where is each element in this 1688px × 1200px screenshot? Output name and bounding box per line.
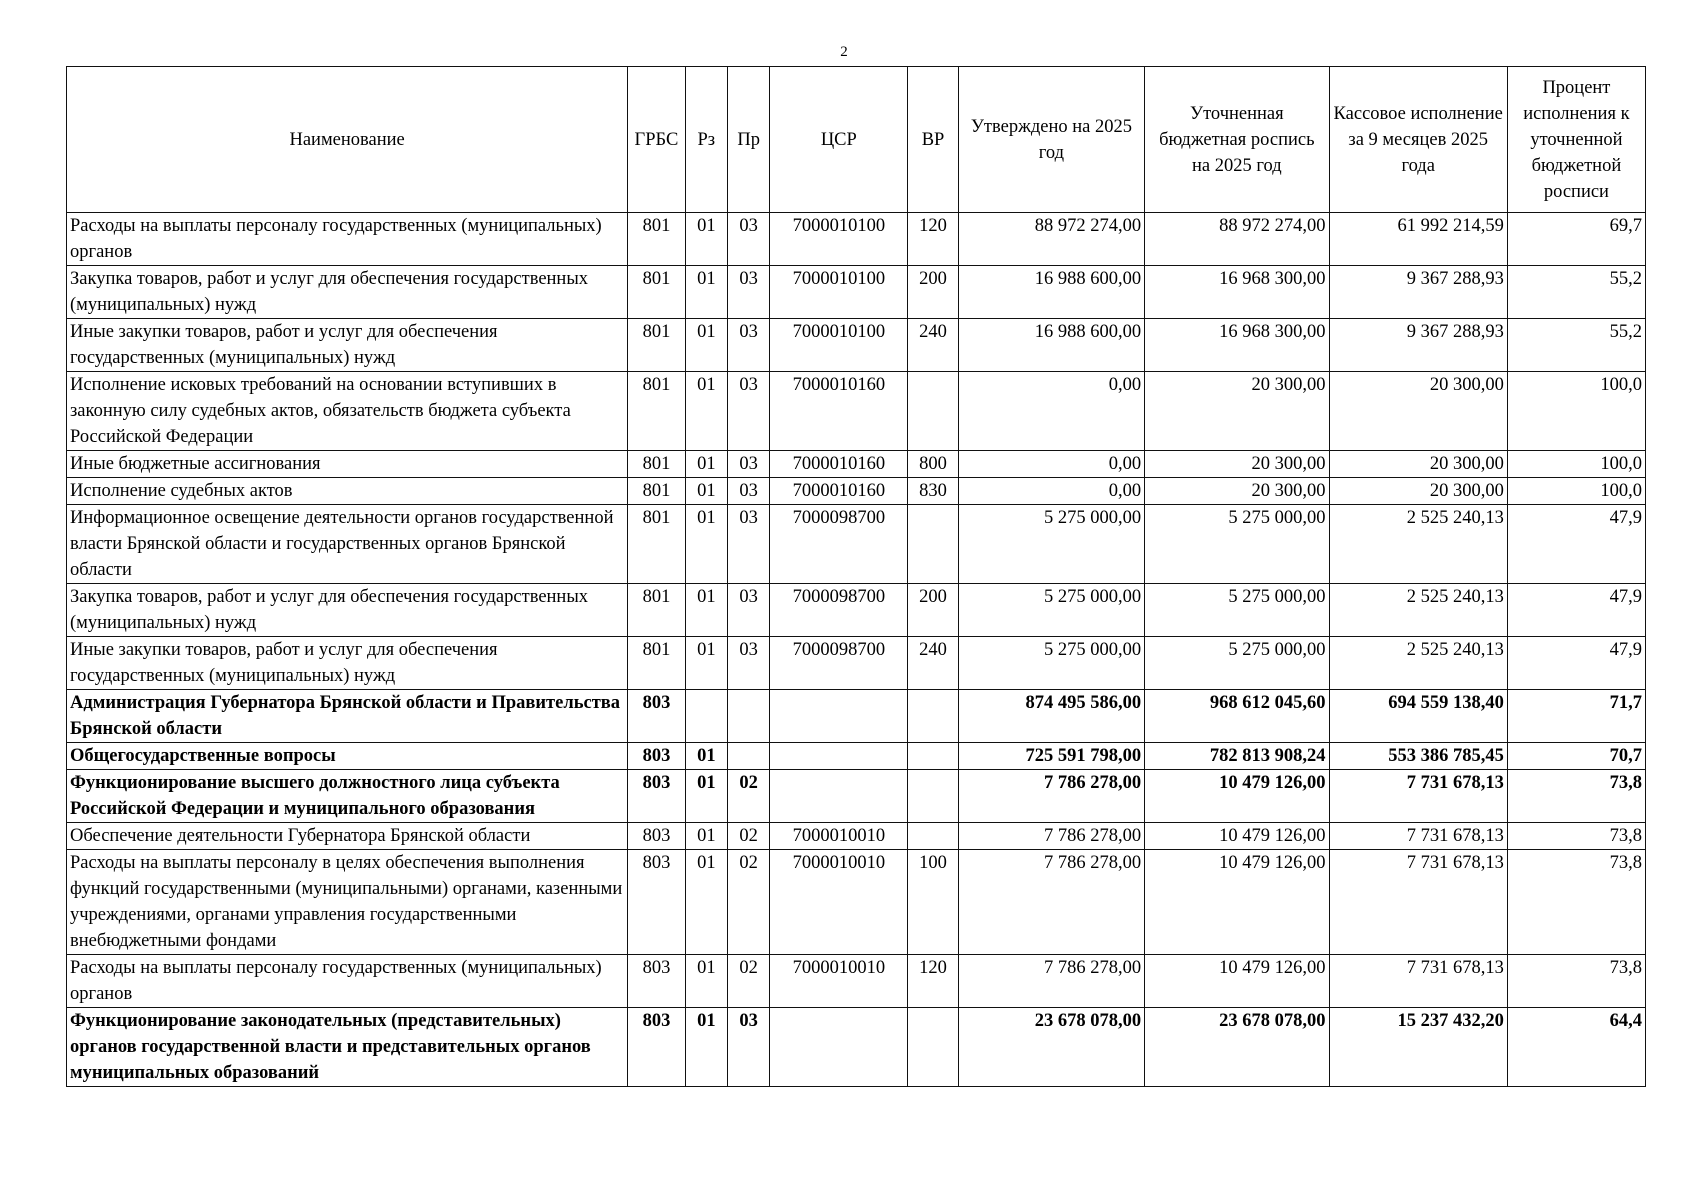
header-approved: Утверждено на 2025 год	[958, 67, 1144, 213]
cell-name: Иные бюджетные ассигнования	[67, 451, 628, 478]
cell-name: Исполнение судебных актов	[67, 478, 628, 505]
cell-pr: 03	[727, 451, 769, 478]
cell-approved: 7 786 278,00	[958, 770, 1144, 823]
cell-vr: 200	[908, 266, 958, 319]
cell-percent: 73,8	[1507, 955, 1645, 1008]
cell-pr	[727, 743, 769, 770]
cell-approved: 16 988 600,00	[958, 319, 1144, 372]
table-row	[67, 319, 1646, 372]
cell-approved: 5 275 000,00	[958, 584, 1144, 637]
header-cash: Кассовое исполнение за 9 месяцев 2025 года	[1329, 67, 1507, 213]
cell-name: Расходы на выплаты персоналу в целях обеспечения выполнения функций государственными (муниципальными) органами, казенными учреждениями, органами управления государственными внебюджетными фондами	[67, 850, 628, 955]
cell-name: Обеспечение деятельности Губернатора Брянской области	[67, 823, 628, 850]
cell-percent: 73,8	[1507, 850, 1645, 955]
cell-name: Исполнение исковых требований на основании вступивших в законную силу судебных актов, обязательств бюджета субъекта Российской Федерации	[67, 372, 628, 451]
cell-grbs: 801	[628, 319, 685, 372]
cell-name: Администрация Губернатора Брянской области и Правительства Брянской области	[67, 690, 628, 743]
cell-name: Расходы на выплаты персоналу государственных (муниципальных) органов	[67, 955, 628, 1008]
header-csr: ЦСР	[770, 67, 908, 213]
cell-approved: 7 786 278,00	[958, 823, 1144, 850]
cell-grbs: 801	[628, 478, 685, 505]
cell-csr	[770, 690, 908, 743]
cell-csr: 7000010160	[770, 372, 908, 451]
cell-csr: 7000010010	[770, 955, 908, 1008]
cell-grbs: 803	[628, 850, 685, 955]
cell-csr: 7000010010	[770, 823, 908, 850]
cell-pr: 03	[727, 372, 769, 451]
table-row	[67, 505, 1646, 584]
table-row	[67, 850, 1646, 955]
budget-execution-table	[66, 66, 1646, 1087]
cell-vr	[908, 1008, 958, 1087]
cell-rz: 01	[685, 823, 727, 850]
cell-approved: 0,00	[958, 451, 1144, 478]
cell-cash: 7 731 678,13	[1329, 955, 1507, 1008]
cell-grbs: 803	[628, 690, 685, 743]
cell-pr: 03	[727, 478, 769, 505]
cell-cash: 7 731 678,13	[1329, 770, 1507, 823]
cell-vr	[908, 372, 958, 451]
cell-cash: 694 559 138,40	[1329, 690, 1507, 743]
cell-name: Функционирование законодательных (представительных) органов государственной власти и представительных органов муниципальных образований	[67, 1008, 628, 1087]
header-vr: ВР	[908, 67, 958, 213]
cell-csr: 7000098700	[770, 584, 908, 637]
cell-refined: 20 300,00	[1145, 451, 1329, 478]
cell-pr	[727, 690, 769, 743]
cell-cash: 2 525 240,13	[1329, 637, 1507, 690]
cell-refined: 5 275 000,00	[1145, 505, 1329, 584]
table-row	[67, 690, 1646, 743]
cell-grbs: 801	[628, 584, 685, 637]
cell-percent: 73,8	[1507, 823, 1645, 850]
table-row	[67, 1008, 1646, 1087]
cell-vr	[908, 690, 958, 743]
table-row	[67, 451, 1646, 478]
cell-approved: 0,00	[958, 478, 1144, 505]
cell-refined: 968 612 045,60	[1145, 690, 1329, 743]
cell-vr: 120	[908, 955, 958, 1008]
cell-refined: 20 300,00	[1145, 372, 1329, 451]
table-row	[67, 213, 1646, 266]
cell-name: Иные закупки товаров, работ и услуг для обеспечения государственных (муниципальных) нужд	[67, 319, 628, 372]
cell-pr: 03	[727, 505, 769, 584]
table-row	[67, 823, 1646, 850]
header-refined: Уточненная бюджетная роспись на 2025 год	[1145, 67, 1329, 213]
cell-pr: 03	[727, 1008, 769, 1087]
cell-percent: 47,9	[1507, 584, 1645, 637]
cell-csr	[770, 743, 908, 770]
cell-csr	[770, 770, 908, 823]
cell-cash: 2 525 240,13	[1329, 505, 1507, 584]
cell-csr	[770, 1008, 908, 1087]
page-number: 2	[840, 44, 848, 60]
cell-cash: 20 300,00	[1329, 478, 1507, 505]
cell-approved: 16 988 600,00	[958, 266, 1144, 319]
cell-percent: 69,7	[1507, 213, 1645, 266]
cell-pr: 03	[727, 584, 769, 637]
cell-grbs: 801	[628, 266, 685, 319]
cell-approved: 874 495 586,00	[958, 690, 1144, 743]
table-row	[67, 372, 1646, 451]
cell-name: Расходы на выплаты персоналу государственных (муниципальных) органов	[67, 213, 628, 266]
cell-percent: 71,7	[1507, 690, 1645, 743]
cell-rz: 01	[685, 637, 727, 690]
cell-percent: 55,2	[1507, 319, 1645, 372]
cell-grbs: 801	[628, 372, 685, 451]
cell-refined: 10 479 126,00	[1145, 770, 1329, 823]
cell-cash: 7 731 678,13	[1329, 850, 1507, 955]
header-percent: Процент исполнения к уточненной бюджетной росписи	[1507, 67, 1645, 213]
cell-cash: 61 992 214,59	[1329, 213, 1507, 266]
header-pr: Пр	[727, 67, 769, 213]
cell-refined: 88 972 274,00	[1145, 213, 1329, 266]
cell-rz	[685, 690, 727, 743]
cell-refined: 10 479 126,00	[1145, 850, 1329, 955]
cell-refined: 782 813 908,24	[1145, 743, 1329, 770]
cell-percent: 64,4	[1507, 1008, 1645, 1087]
cell-rz: 01	[685, 266, 727, 319]
cell-rz: 01	[685, 319, 727, 372]
table-header-row	[67, 67, 1646, 213]
cell-cash: 15 237 432,20	[1329, 1008, 1507, 1087]
cell-refined: 10 479 126,00	[1145, 955, 1329, 1008]
cell-pr: 03	[727, 266, 769, 319]
cell-refined: 23 678 078,00	[1145, 1008, 1329, 1087]
header-rz: Рз	[685, 67, 727, 213]
cell-name: Информационное освещение деятельности органов государственной власти Брянской области и государственных органов Брянской области	[67, 505, 628, 584]
cell-percent: 47,9	[1507, 637, 1645, 690]
cell-approved: 7 786 278,00	[958, 850, 1144, 955]
cell-approved: 725 591 798,00	[958, 743, 1144, 770]
cell-percent: 100,0	[1507, 451, 1645, 478]
cell-percent: 100,0	[1507, 478, 1645, 505]
cell-csr: 7000098700	[770, 637, 908, 690]
cell-pr: 02	[727, 770, 769, 823]
cell-grbs: 801	[628, 213, 685, 266]
cell-cash: 2 525 240,13	[1329, 584, 1507, 637]
cell-grbs: 801	[628, 637, 685, 690]
cell-csr: 7000010100	[770, 213, 908, 266]
cell-cash: 7 731 678,13	[1329, 823, 1507, 850]
cell-rz: 01	[685, 770, 727, 823]
cell-vr: 100	[908, 850, 958, 955]
table-row	[67, 770, 1646, 823]
header-grbs: ГРБС	[628, 67, 685, 213]
cell-csr: 7000010100	[770, 266, 908, 319]
cell-approved: 23 678 078,00	[958, 1008, 1144, 1087]
cell-grbs: 803	[628, 823, 685, 850]
cell-pr: 03	[727, 637, 769, 690]
cell-grbs: 803	[628, 955, 685, 1008]
cell-vr: 120	[908, 213, 958, 266]
cell-refined: 20 300,00	[1145, 478, 1329, 505]
cell-name: Закупка товаров, работ и услуг для обеспечения государственных (муниципальных) нужд	[67, 584, 628, 637]
cell-name: Иные закупки товаров, работ и услуг для обеспечения государственных (муниципальных) нужд	[67, 637, 628, 690]
cell-pr: 03	[727, 213, 769, 266]
cell-cash: 20 300,00	[1329, 451, 1507, 478]
table-row	[67, 637, 1646, 690]
table-row	[67, 584, 1646, 637]
cell-percent: 55,2	[1507, 266, 1645, 319]
cell-pr: 02	[727, 823, 769, 850]
cell-rz: 01	[685, 478, 727, 505]
table-row	[67, 743, 1646, 770]
cell-grbs: 801	[628, 505, 685, 584]
cell-rz: 01	[685, 743, 727, 770]
header-name: Наименование	[67, 67, 628, 213]
cell-percent: 73,8	[1507, 770, 1645, 823]
cell-percent: 100,0	[1507, 372, 1645, 451]
cell-rz: 01	[685, 372, 727, 451]
cell-percent: 70,7	[1507, 743, 1645, 770]
cell-rz: 01	[685, 584, 727, 637]
cell-name: Общегосударственные вопросы	[67, 743, 628, 770]
cell-vr	[908, 823, 958, 850]
cell-csr: 7000010100	[770, 319, 908, 372]
cell-vr: 200	[908, 584, 958, 637]
cell-approved: 88 972 274,00	[958, 213, 1144, 266]
cell-grbs: 803	[628, 1008, 685, 1087]
cell-cash: 553 386 785,45	[1329, 743, 1507, 770]
cell-rz: 01	[685, 505, 727, 584]
cell-grbs: 801	[628, 451, 685, 478]
cell-refined: 16 968 300,00	[1145, 319, 1329, 372]
cell-csr: 7000098700	[770, 505, 908, 584]
cell-percent: 47,9	[1507, 505, 1645, 584]
cell-rz: 01	[685, 451, 727, 478]
cell-rz: 01	[685, 955, 727, 1008]
cell-rz: 01	[685, 850, 727, 955]
cell-refined: 10 479 126,00	[1145, 823, 1329, 850]
cell-grbs: 803	[628, 770, 685, 823]
cell-csr: 7000010160	[770, 478, 908, 505]
cell-cash: 9 367 288,93	[1329, 319, 1507, 372]
cell-vr	[908, 770, 958, 823]
cell-cash: 9 367 288,93	[1329, 266, 1507, 319]
cell-pr: 03	[727, 319, 769, 372]
cell-name: Закупка товаров, работ и услуг для обеспечения государственных (муниципальных) нужд	[67, 266, 628, 319]
cell-approved: 0,00	[958, 372, 1144, 451]
cell-approved: 5 275 000,00	[958, 505, 1144, 584]
cell-refined: 16 968 300,00	[1145, 266, 1329, 319]
cell-approved: 5 275 000,00	[958, 637, 1144, 690]
cell-rz: 01	[685, 213, 727, 266]
cell-refined: 5 275 000,00	[1145, 584, 1329, 637]
cell-vr: 240	[908, 319, 958, 372]
cell-vr: 800	[908, 451, 958, 478]
cell-csr: 7000010160	[770, 451, 908, 478]
cell-name: Функционирование высшего должностного лица субъекта Российской Федерации и муниципального образования	[67, 770, 628, 823]
cell-cash: 20 300,00	[1329, 372, 1507, 451]
cell-grbs: 803	[628, 743, 685, 770]
table-row	[67, 955, 1646, 1008]
cell-pr: 02	[727, 955, 769, 1008]
table-row	[67, 478, 1646, 505]
cell-pr: 02	[727, 850, 769, 955]
cell-csr: 7000010010	[770, 850, 908, 955]
cell-rz: 01	[685, 1008, 727, 1087]
cell-vr	[908, 505, 958, 584]
cell-vr: 240	[908, 637, 958, 690]
cell-vr	[908, 743, 958, 770]
cell-vr: 830	[908, 478, 958, 505]
cell-refined: 5 275 000,00	[1145, 637, 1329, 690]
cell-approved: 7 786 278,00	[958, 955, 1144, 1008]
table-row	[67, 266, 1646, 319]
